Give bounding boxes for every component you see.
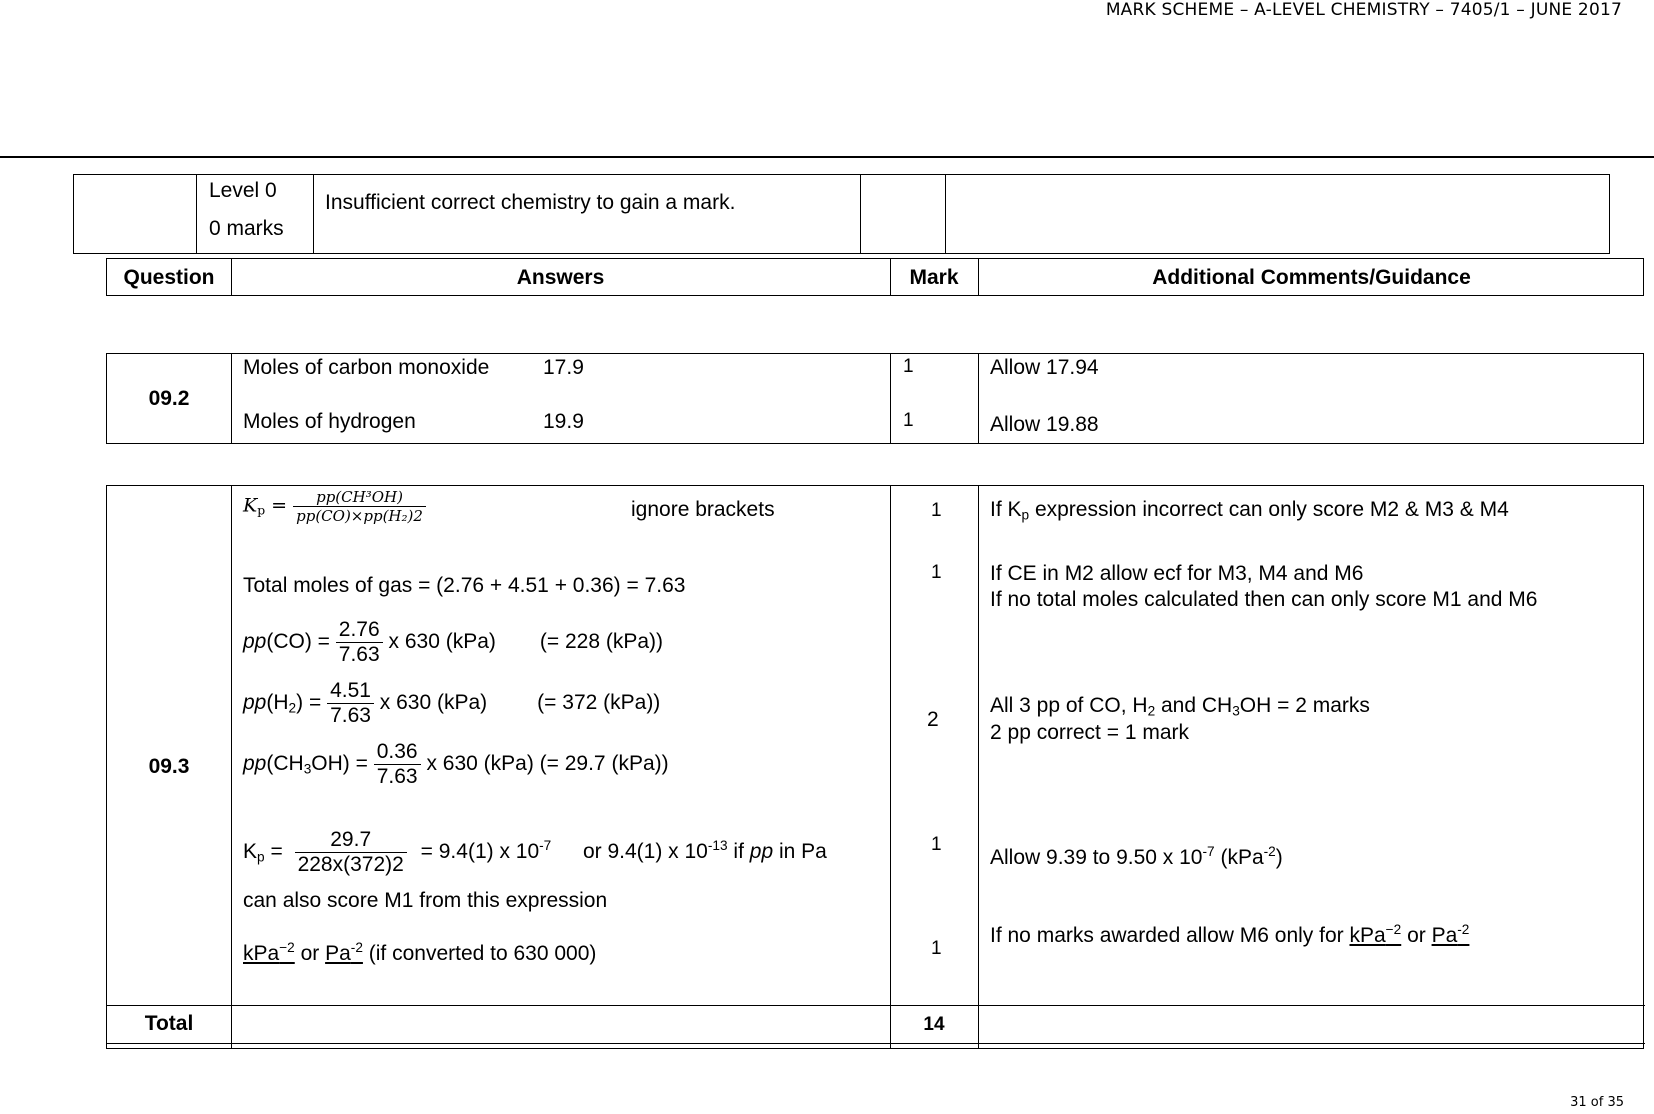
pp-co-line: pp(CO) = $\frac{2.76}{7.63}$ x 630 (kPa) (= 228 (kPa)) [243,618,664,666]
also-score-m1-note: can also score M1 from this expression [243,889,608,912]
mark-m2: 1 [931,562,942,583]
answer-co-value: 17.9 [543,356,584,379]
page-header: MARK SCHEME – A-LEVEL CHEMISTRY – 7405/1 – JUNE 2017 [1105,0,1622,20]
total-mark: 14 [923,1014,945,1035]
header-answers: Answers [516,266,605,289]
total-row-divider [107,1005,1645,1006]
ignore-brackets-note: ignore brackets [631,498,775,521]
mark-co: 1 [903,356,914,377]
mark-h2: 1 [903,410,914,431]
answer-h2-label: Moles of hydrogen [243,410,416,433]
column-headers [106,258,1644,296]
comment-m3-line1: All 3 pp of CO, $H_2$ and $CH_3OH = 2$ marks [990,694,1370,719]
comment-m3-line2: 2 pp correct = 1 mark [990,721,1189,744]
answer-co-label: Moles of carbon monoxide [243,356,490,379]
question-09-2 [106,353,1644,444]
question-09-3 [106,485,1644,1049]
total-moles-line: Total moles of gas = (2.76 + 4.51 + 0.36) = 7.63 [243,574,686,597]
mark-m1: 1 [931,500,942,521]
comment-m2-line1: If CE in M2 allow ecf for M3, M4 and M6 [990,562,1364,585]
kp-expression: $K_p$ = $\frac{\text{pp(CH³OH)}}{\text{pp(CO)×pp(H₂)2}}$ [243,488,426,525]
answer-h2-value: 19.9 [543,410,584,433]
comment-m1: If $K_p$ expression incorrect can only score M2 & M3 & M4 [990,498,1509,523]
total-label: Total [144,1012,194,1035]
comment-m2-line2: If no total moles calculated then can only score M1 and M6 [990,588,1538,611]
comment-m6: If no marks awarded allow M6 only for kPa$^{-2}$ or $Pa^{-2}$ [990,922,1470,948]
comment-m5: Allow 9.39 to 9.50 x $10^{-7}$ (kPa$^{-2}$) [990,844,1283,870]
level0-table [73,174,1610,254]
mark-m3: 2 [927,708,939,731]
mark-m6: 1 [931,938,942,959]
header-comments: Additional Comments/Guidance [1152,266,1471,289]
kp-calculation-line: $K_p$ = $\frac{29.7}{228x(372)2}$ = 9.4(1) x $10^{-7}$ or 9.4(1) x $10^{-13}$ if pp in Pa [243,828,827,876]
level0-description: Insufficient correct chemistry to gain a mark. [325,191,736,214]
header-mark: Mark [909,266,959,289]
comment-co: Allow 17.94 [990,356,1099,379]
question-number: 09.3 [148,755,190,778]
pp-h2-line: $pp(H_2)$ = $\frac{4.51}{7.63}$ x 630 (kPa) (= 372 (kPa)) [243,679,661,727]
header-rule [0,156,1654,158]
page-number: 31 of 35 [1570,1095,1624,1110]
table-bottom-double-rule [107,1043,1645,1044]
level-label: Level 0 [209,179,277,202]
question-number: 09.2 [148,387,190,410]
pp-ch3oh-line: $pp(CH_3OH)$ = $\frac{0.36}{7.63}$ x 630 (kPa) (= 29.7 (kPa)) [243,740,669,788]
comment-h2: Allow 19.88 [990,413,1099,436]
units-line: kPa$^{-2}$ or $Pa^{-2}$ (if converted to 630 000) [243,940,597,966]
mark-m5: 1 [931,834,942,855]
level-marks: 0 marks [209,217,284,240]
header-question: Question [123,266,215,289]
